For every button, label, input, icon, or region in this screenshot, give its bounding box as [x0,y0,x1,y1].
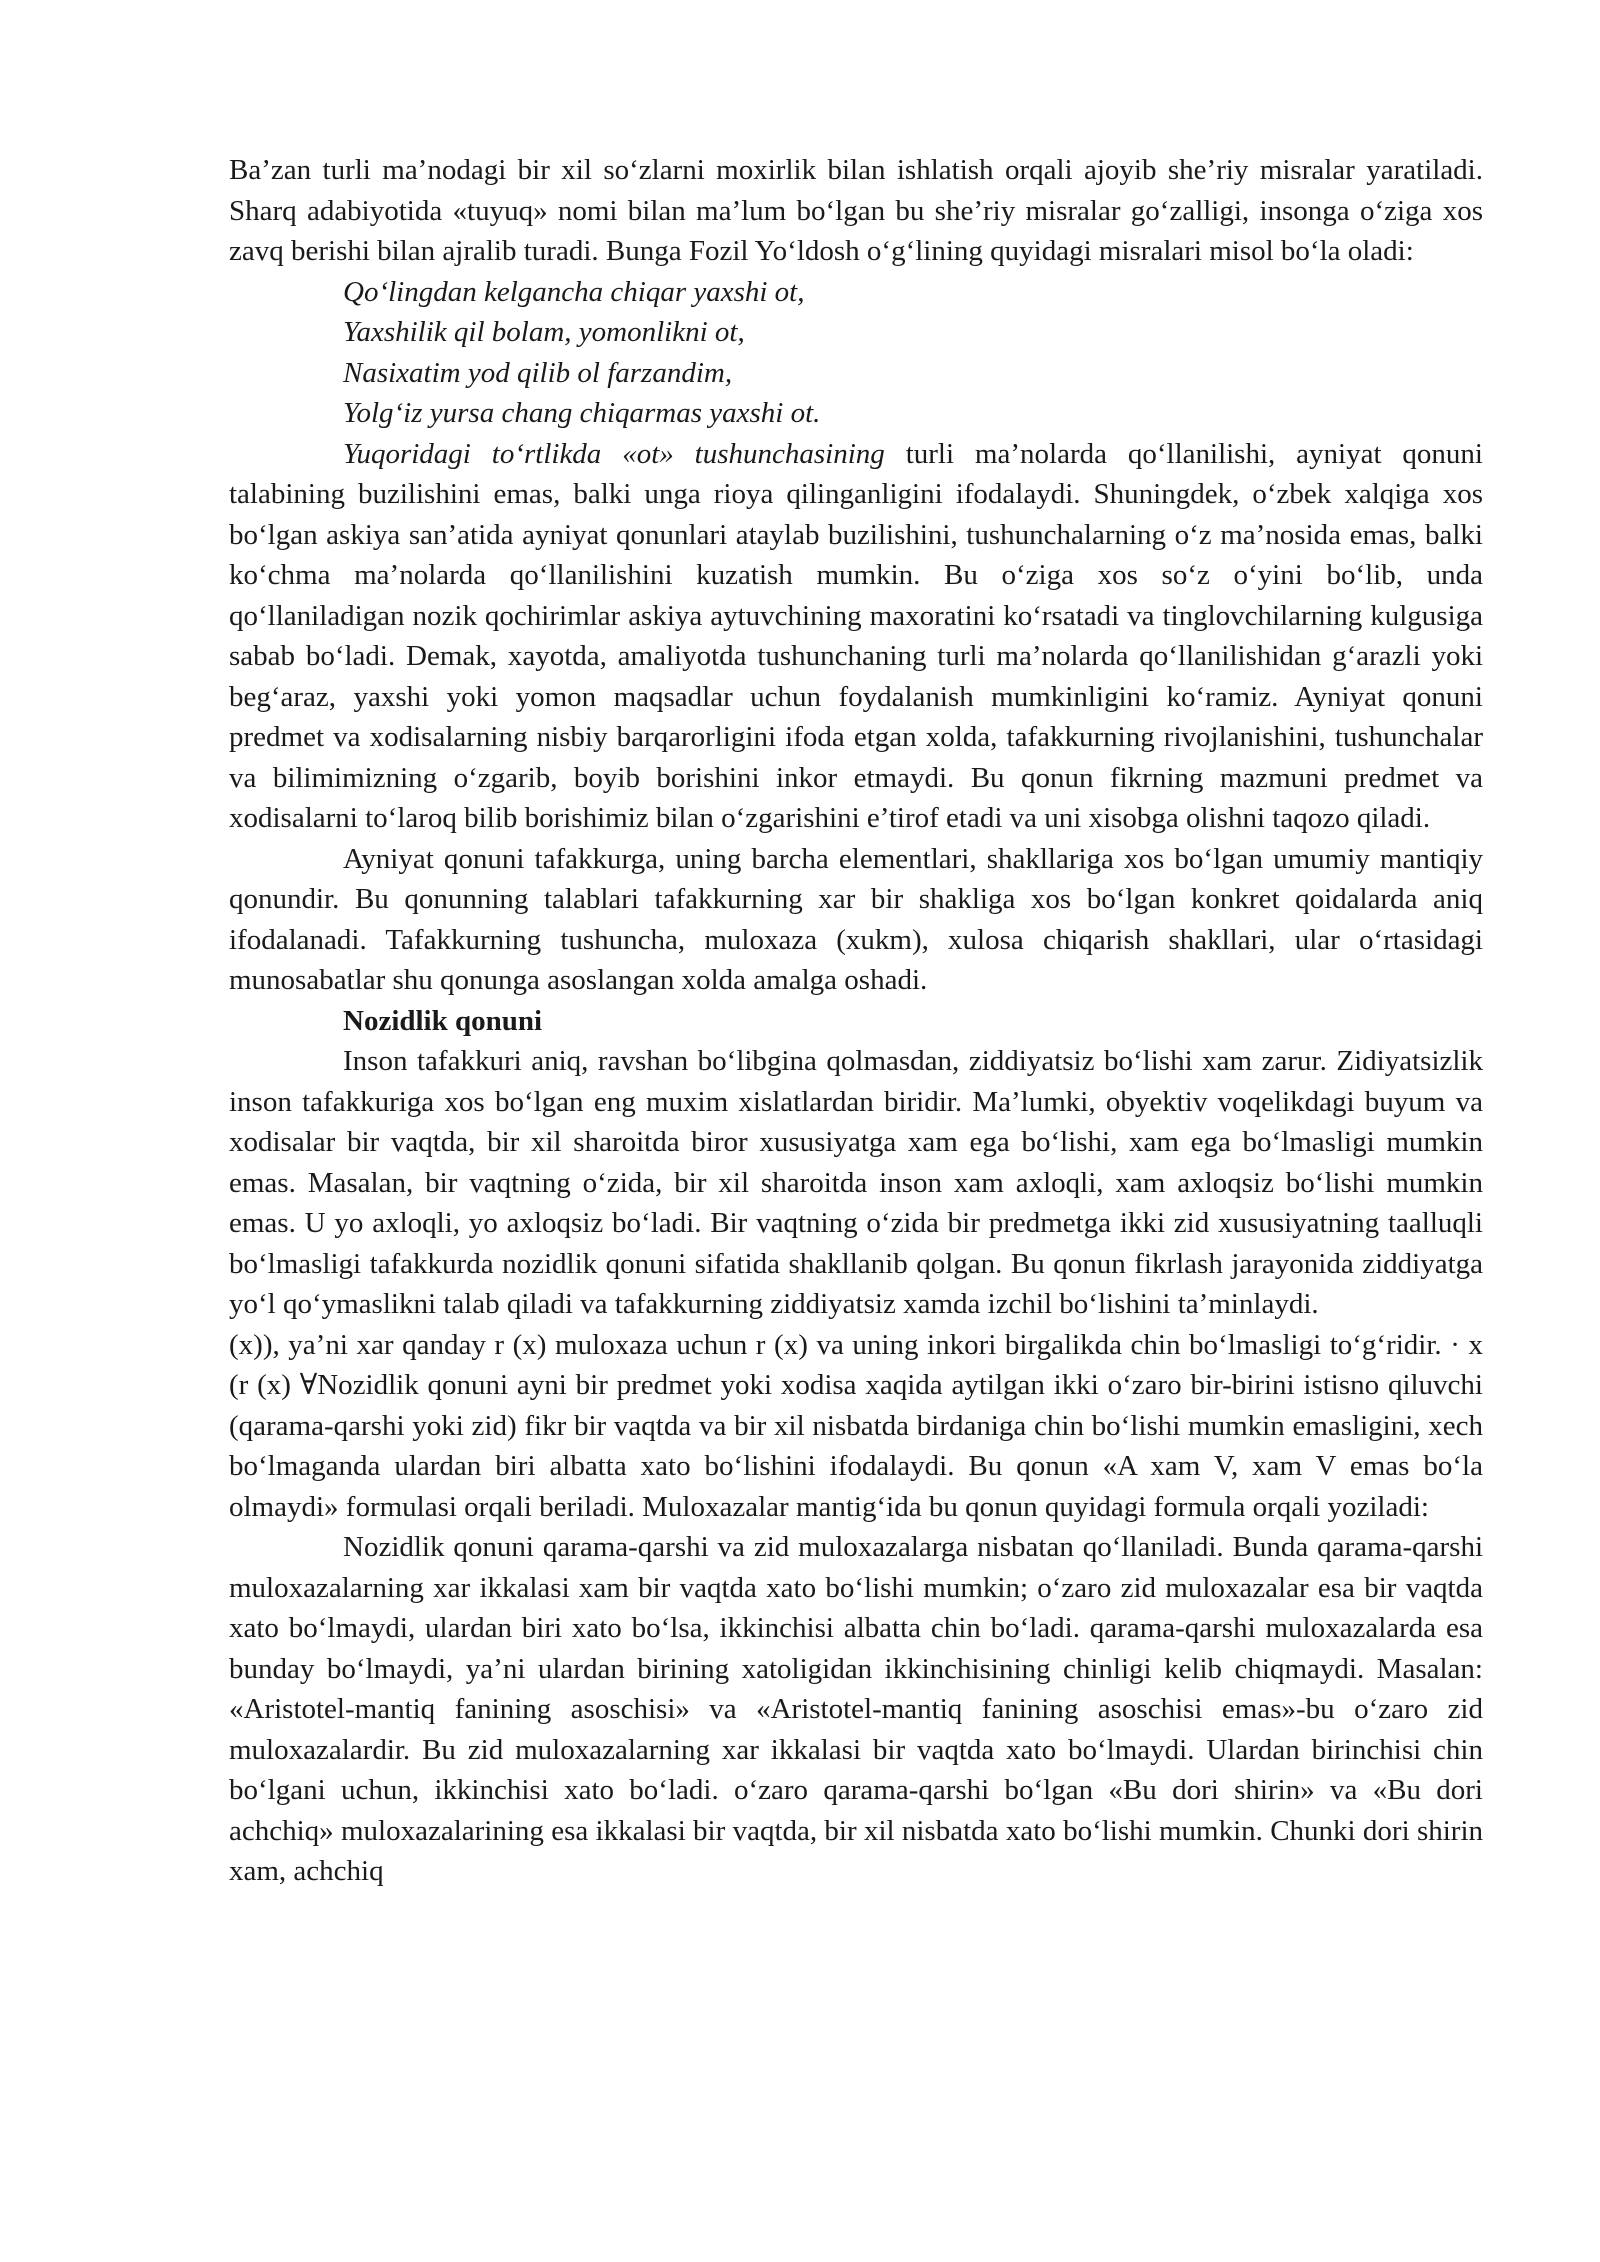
paragraph-identity-law: Ayniyat qonuni tafakkurga, uning barcha elementlari, shakllariga xos bo‘lgan umumiy mantiqiy qonundir. Bu qonunning talablari tafakkurning xar bir shakliga xos bo‘lgan konkret qoidalarda aniq ifodalanadi. Tafakkurning tushuncha, muloxaza (xukm), xulosa chiqarish shakllari, ular o‘rtasidagi munosabatlar shu qonunga asoslangan xolda amalga oshadi. [229,842,1483,996]
paragraph-ot-analysis-text: turli ma’nolarda qo‘llanilishi, ayniyat qonuni talabining buzilishini emas, balki unga rioya qilinganligini ifodalaydi. Shuningdek, o‘zbek xalqiga xos bo‘lgan askiya san’atida ayniyat qonunlari ataylab buzilishini, tushunchalarning o‘z ma’nosida emas, balki ko‘chma ma’nolarda qo‘llanilishini kuzatish mumkin. Bu o‘ziga xos so‘z o‘yini bo‘lib, unda qo‘llaniladigan nozik qochirimlar askiya aytuvchining maxoratini ko‘rsatadi va tinglovchilarning kulgusiga sabab bo‘ladi. Demak, xayotda, amaliyotda tushunchaning turli ma’nolarda qo‘llanilishidan g‘arazli yoki beg‘araz, yaxshi yoki yomon maqsadlar uchun foydalanish mumkinligini ko‘ramiz. Ayniyat qonuni predmet va xodisalarning nisbiy barqarorligini ifoda etgan xolda, tafakkurning rivojlanishini, tushunchalar va bilimimizning o‘zgarib, boyib borishini inkor etmaydi. Bu qonun fikrning mazmuni predmet va xodisalarni to‘laroq bilib borishimiz bilan o‘zgarishini e’tirof etadi va uni xisobga olishni taqozo qiladi. [229,437,1483,834]
paragraph-formula: (x)), ya’ni xar qanday r (x) muloxaza uchun r (x) va uning inkori birgalikda chin bo‘lmasligi to‘g‘ridir. · x (r (x) ∀Nozidlik qonuni ayni bir predmet yoki xodisa xaqida aytilgan ikki o‘zaro bir-birini istisno qiluvchi (qarama-qarshi yoki zid) fikr bir vaqtda va bir xil nisbatda birdaniga chin bo‘lishi mumkin emasligini, xech bo‘lmaganda ulardan biri albatta xato bo‘lishini ifodalaydi. Bu qonun «A xam V, xam V emas bo‘la olmaydi» formulasi orqali beriladi. Muloxazalar mantig‘ida bu qonun quyidagi formula orqali yoziladi: [229,1328,1483,1523]
verse-line-1: Qo‘lingdan kelgancha chiqar yaxshi ot, [343,275,805,308]
italic-lead: Yuqoridagi to‘rtlikda «ot» tushunchasining [343,437,885,470]
paragraph-intro: Ba’zan turli ma’nodagi bir xil so‘zlarni moxirlik bilan ishlatish orqali ajoyib she’riy misralar yaratiladi. Sharq adabiyotida «tuyuq» nomi bilan ma’lum bo‘lgan bu she’riy misralar go‘zalligi, insonga o‘ziga xos zavq berishi bilan ajralib turadi. Bunga Fozil Yo‘ldosh o‘g‘lining quyidagi misralari misol bo‘la oladi: [229,154,1483,267]
verse-line-3: Nasixatim yod qilib ol farzandim, [343,356,733,389]
paragraph-noncontradiction-intro: Inson tafakkuri aniq, ravshan bo‘libgina qolmasdan, ziddiyatsiz bo‘lishi xam zarur. Zidiyatsizlik inson tafakkuriga xos bo‘lgan eng muxim xislatlardan biridir. Ma’lumki, obyektiv voqelikdagi buyum va xodisalar bir vaqtda, bir xil sharoitda biror xususiyatga xam ega bo‘lishi, xam ega bo‘lmasligi mumkin emas. Masalan, bir vaqtning o‘zida, bir xil sharoitda inson xam axloqli, xam axloqsiz bo‘lishi mumkin emas. U yo axloqli, yo axloqsiz bo‘ladi. Bir vaqtning o‘zida bir predmetga ikki zid xususiyatning taalluqli bo‘lmasligi tafakkurda nozidlik qonuni sifatida shakllanib qolgan. Bu qonun fikrlash jarayonida ziddiyatga yo‘l qo‘ymaslikni talab qiladi va tafakkurning ziddiyatsiz xamda izchil bo‘lishini ta’minlaydi. [229,1045,1483,1320]
section-heading: Nozidlik qonuni [343,1004,543,1037]
paragraph-ot-analysis [229,434,1483,839]
paragraph-opposites: Nozidlik qonuni qarama-qarshi va zid muloxazalarga nisbatan qo‘llaniladi. Bunda qarama-qarshi muloxazalarning xar ikkalasi xam bir vaqtda xato bo‘lishi mumkin; o‘zaro zid muloxazalar esa bir vaqtda xato bo‘lmaydi, ulardan biri xato bo‘lsa, ikkinchisi albatta chin bo‘ladi. qarama-qarshi muloxazalarda esa bunday bo‘lmaydi, ya’ni ulardan birining xatoligidan ikkinchisining chinligi kelib chiqmaydi. Masalan: «Aristotel-mantiq fanining asoschisi» va «Aristotel-mantiq fanining asoschisi emas»-bu o‘zaro zid muloxazalardir. Bu zid muloxazalarning xar ikkalasi bir vaqtda xato bo‘lmaydi. Ulardan birinchisi chin bo‘lgani uchun, ikkinchisi xato bo‘ladi. o‘zaro qarama-qarshi bo‘lgan «Bu dori shirin» va «Bu dori achchiq» muloxazalarining esa ikkalasi bir vaqtda, bir xil nisbatda xato bo‘lishi mumkin. Chunki dori shirin xam, achchiq [229,1531,1483,1887]
verse-line-2: Yaxshilik qil bolam, yomonlikni ot, [343,316,745,348]
verse-line-4: Yolg‘iz yursa chang chiqarmas yaxshi ot. [343,397,821,429]
